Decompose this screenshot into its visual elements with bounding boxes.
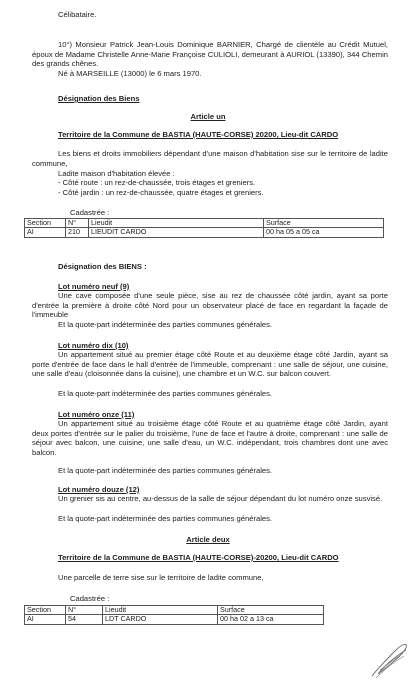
lot-11-quote: Et la quote-part indéterminée des parties communes générales. — [58, 466, 273, 475]
table-cell: AI — [25, 615, 66, 624]
table-header-cell: Section — [25, 219, 66, 228]
table-cell: LDT CARDO — [103, 615, 218, 624]
table-header-cell: Surface — [218, 606, 324, 615]
lot-9-desc: Une cave composée d'une seule pièce, sise au rez de chaussée côté jardin, ayant sa porte d'entrée la première à droite côté Nord pour un observateur placé de face en regardant la façade de l'immeuble — [32, 291, 388, 320]
table-header-cell: N° — [66, 606, 103, 615]
lot-11-desc: Un appartement situé au troisième étage côté Route et au quatrième étage côté Jardin, ayant deux portes d'entrée sur le palier du troisième, l'une de face et l'autre à droite, comprenant : une salle de séjour avec balcon, une cuisine, une salle d'eau, un W.C. indépendant, trois chambres dont une avec balcon. — [32, 419, 388, 457]
lot-10-title: Lot numéro dix (10) — [58, 341, 129, 350]
status-text: Célibataire. — [58, 10, 97, 19]
table-row — [25, 615, 324, 624]
table-row — [25, 228, 384, 237]
cadastre-label-2: Cadastrée : — [70, 594, 110, 603]
table-header-cell: Surface — [264, 219, 384, 228]
article-un-p3: - Côté route : un rez-de-chaussée, trois étages et greniers. — [58, 178, 256, 187]
cadastre-table-1 — [24, 218, 384, 238]
table-header-cell: Section — [25, 606, 66, 615]
lot-12-title: Lot numéro douze (12) — [58, 485, 140, 494]
signature-icon — [366, 640, 412, 680]
lot-12-desc: Un grenier sis au centre, au-dessus de la salle de séjour dépendant du lot numéro onze susvisé. — [58, 494, 383, 503]
biens-heading: Désignation des BIENS : — [58, 262, 147, 271]
table-cell: 210 — [66, 228, 89, 237]
article-un-p1: Les biens et droits immobiliers dépendant d'une maison d'habitation sise sur le territoire de ladite commune, — [32, 149, 388, 168]
party-10-text: 10°) Monsieur Patrick Jean-Louis Dominique BARNIER, Chargé de clientèle au Crédit Mutuel, époux de Madame Christelle Anne-Marie Françoise CULIOLI, demeurant à AURIOL (13390), 344 Chemin des grands chênes. — [32, 40, 388, 69]
table-cell: 54 — [66, 615, 103, 624]
article-deux-territory: Territoire de la Commune de BASTIA (HAUTE-CORSE)-20200, Lieu-dit CARDO — [58, 553, 339, 562]
table-header-cell: Lieudit — [103, 606, 218, 615]
designation-heading: Désignation des Biens — [58, 94, 140, 103]
table-header-cell: N° — [66, 219, 89, 228]
lot-10-desc: Un appartement situé au premier étage côté Route et au deuxième étage côté Jardin, ayant sa porte d'entrée de face dans le hall d'entrée de l'immeuble, comprenant : une salle de séjour, une cuisine, une salle d'eau (cloisonnée dans la cuisine), une chambre et un W.C. sur balcon couvert. — [32, 350, 388, 379]
cadastre-label-1: Cadastrée : — [70, 208, 110, 217]
table-header-cell: Lieudit — [89, 219, 264, 228]
lot-10-quote: Et la quote-part indéterminée des parties communes générales. — [58, 389, 273, 398]
article-un-p4: - Côté jardin : un rez-de-chaussée, quatre étages et greniers. — [58, 188, 264, 197]
table-cell: LIEUDIT CARDO — [89, 228, 264, 237]
table-cell: AI — [25, 228, 66, 237]
article-deux-title: Article deux — [186, 535, 230, 544]
lot-9-quote: Et la quote-part indéterminée des parties communes générales. — [58, 320, 273, 329]
table-cell: 00 ha 02 a 13 ca — [218, 615, 324, 624]
lot-11-title: Lot numéro onze (11) — [58, 410, 135, 419]
article-un-title: Article un — [190, 112, 226, 121]
cadastre-table-2 — [24, 605, 324, 625]
article-un-territory: Territoire de la Commune de BASTIA (HAUTE-CORSE) 20200, Lieu-dit CARDO — [58, 130, 339, 139]
party-10-birth: Né à MARSEILLE (13000) le 6 mars 1970. — [58, 69, 202, 78]
lot-12-quote: Et la quote-part indéterminée des parties communes générales. — [58, 514, 273, 523]
article-deux-p1: Une parcelle de terre sise sur le territoire de ladite commune, — [58, 573, 264, 582]
lot-9-title: Lot numéro neuf (9) — [58, 282, 130, 291]
article-un-p2: Ladite maison d'habitation élevée : — [58, 169, 175, 178]
table-cell: 00 ha 05 a 05 ca — [264, 228, 384, 237]
